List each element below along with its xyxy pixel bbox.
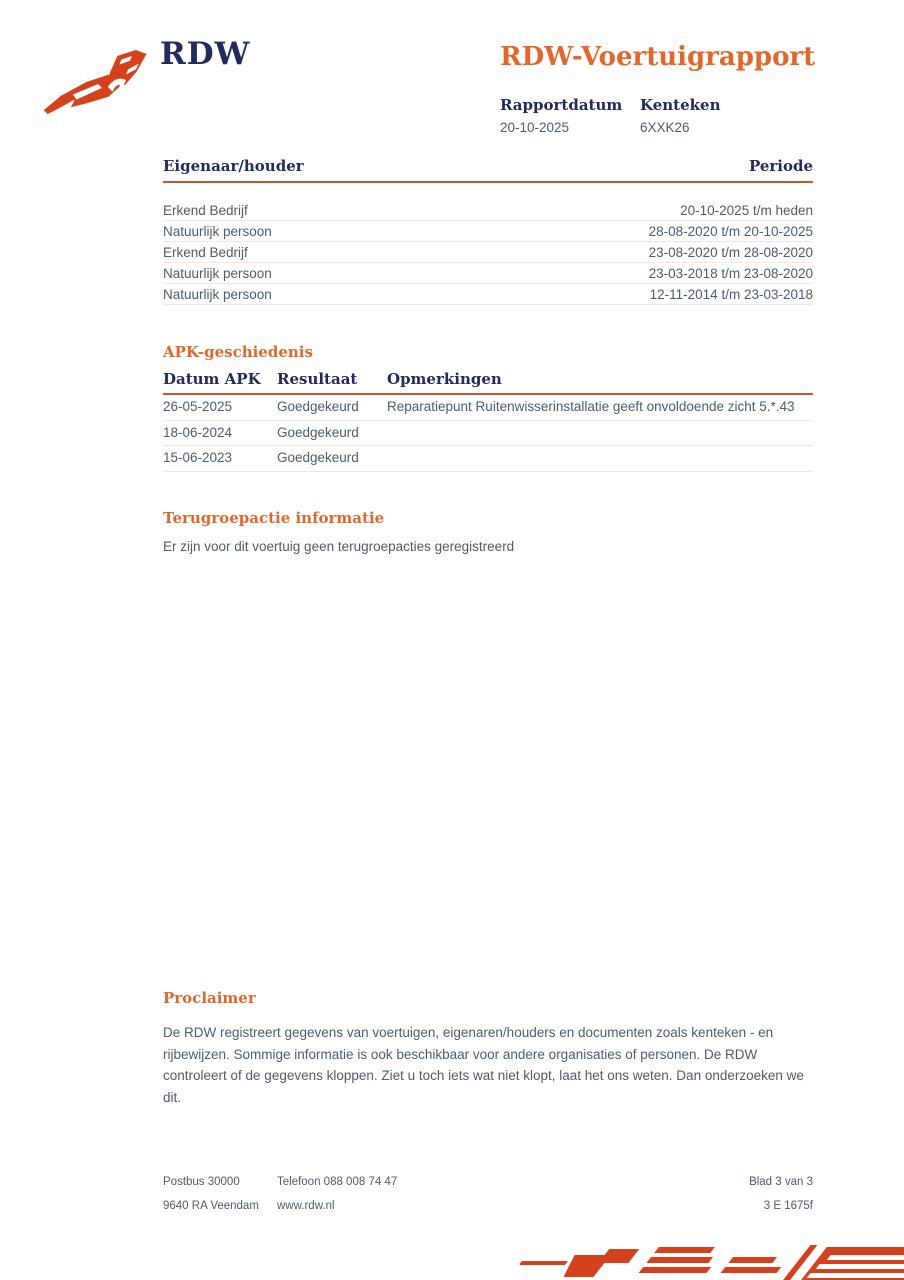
table-row	[163, 395, 813, 421]
proclaimer-heading: Proclaimer	[163, 989, 256, 1007]
footer-city: 9640 RA Veendam	[163, 1200, 259, 1212]
apk-result-cell: Goedgekeurd	[277, 424, 359, 440]
footer-po-box: Postbus 30000	[163, 1176, 240, 1188]
proclaimer-section	[163, 989, 813, 1108]
apk-date-cell: 26-05-2025	[163, 399, 233, 414]
apk-date-cell: 18-06-2024	[163, 424, 233, 440]
owner-column-header: Eigenaar/houder	[163, 157, 304, 175]
proclaimer-text: De RDW registreert gegevens van voertuigen, eigenaren/houders en documenten zoals kenteken - en rijbewijzen. Sommige informatie is ook beschikbaar voor andere organisaties of personen. De RDW controleert of de gegevens kloppen. Ziet u toch iets wat niet klopt, laat het ons weten. Dan onderzoeken we dit.	[163, 1025, 804, 1105]
apk-result-column-header: Resultaat	[277, 370, 358, 388]
recall-info-section	[163, 509, 813, 554]
owner-cell: Natuurlijk persoon	[163, 223, 272, 239]
apk-remarks-cell	[387, 446, 813, 471]
license-plate-label: Kenteken	[640, 96, 721, 114]
footer-form-code: 3 E 1675f	[763, 1200, 813, 1212]
table-row	[163, 221, 813, 242]
license-plate-value: 6XXK26	[640, 120, 690, 135]
table-row	[163, 200, 813, 221]
apk-remarks-cell: Reparatiepunt Ruitenwisserinstallatie geeft onvoldoende zicht 5.*.43	[387, 399, 795, 414]
report-date-label: Rapportdatum	[500, 96, 623, 114]
page-footer	[163, 1170, 813, 1218]
apk-history-section	[163, 343, 813, 472]
recall-section-heading: Terugroepactie informatie	[163, 509, 385, 527]
apk-remarks-column-header: Opmerkingen	[387, 370, 502, 388]
footer-website: www.rdw.nl	[277, 1200, 335, 1212]
report-date	[500, 96, 640, 135]
table-row	[163, 446, 813, 472]
recall-status-text: Er zijn voor dit voertuig geen terugroepacties geregistreerd	[163, 539, 515, 554]
speed-stripes-graphic	[520, 1243, 904, 1280]
footer-contact	[277, 1170, 749, 1218]
owner-cell: Erkend Bedrijf	[163, 244, 248, 260]
table-row	[163, 263, 813, 284]
page-title: RDW-Voertuigrapport	[500, 42, 816, 72]
period-cell: 28-08-2020 t/m 20-10-2025	[648, 223, 813, 239]
period-cell: 20-10-2025 t/m heden	[680, 202, 813, 218]
footer-address	[163, 1170, 277, 1218]
footer-phone: Telefoon 088 008 74 47	[277, 1176, 398, 1188]
period-cell: 12-11-2014 t/m 23-03-2018	[649, 286, 813, 302]
owner-cell: Natuurlijk persoon	[163, 265, 272, 281]
report-meta	[500, 96, 780, 135]
apk-date-cell: 15-06-2023	[163, 450, 233, 465]
rdw-wing-logo-icon	[36, 48, 162, 118]
apk-section-heading: APK-geschiedenis	[163, 343, 313, 361]
apk-table-body	[163, 395, 813, 472]
apk-remarks-cell	[387, 421, 813, 446]
period-column-header: Periode	[748, 157, 813, 175]
owner-history-section	[163, 157, 813, 305]
license-plate	[640, 96, 780, 135]
footer-page-number: Blad 3 van 3	[749, 1176, 813, 1188]
apk-table-header	[163, 370, 813, 395]
table-row	[163, 242, 813, 263]
owner-cell: Erkend Bedrijf	[163, 202, 248, 218]
speed-stripes-icon	[520, 1243, 904, 1280]
table-row	[163, 421, 813, 447]
apk-date-column-header: Datum APK	[163, 370, 261, 388]
rdw-logo-text: RDW	[160, 36, 251, 72]
owner-table-body	[163, 200, 813, 305]
apk-result-cell: Goedgekeurd	[277, 399, 359, 414]
period-cell: 23-03-2018 t/m 23-08-2020	[648, 265, 813, 281]
period-cell: 23-08-2020 t/m 28-08-2020	[648, 244, 813, 260]
footer-page-info	[749, 1170, 813, 1218]
apk-result-cell: Goedgekeurd	[277, 450, 359, 465]
owner-table-header	[163, 157, 813, 183]
report-date-value: 20-10-2025	[500, 120, 570, 135]
table-row	[163, 284, 813, 305]
owner-cell: Natuurlijk persoon	[163, 286, 272, 302]
